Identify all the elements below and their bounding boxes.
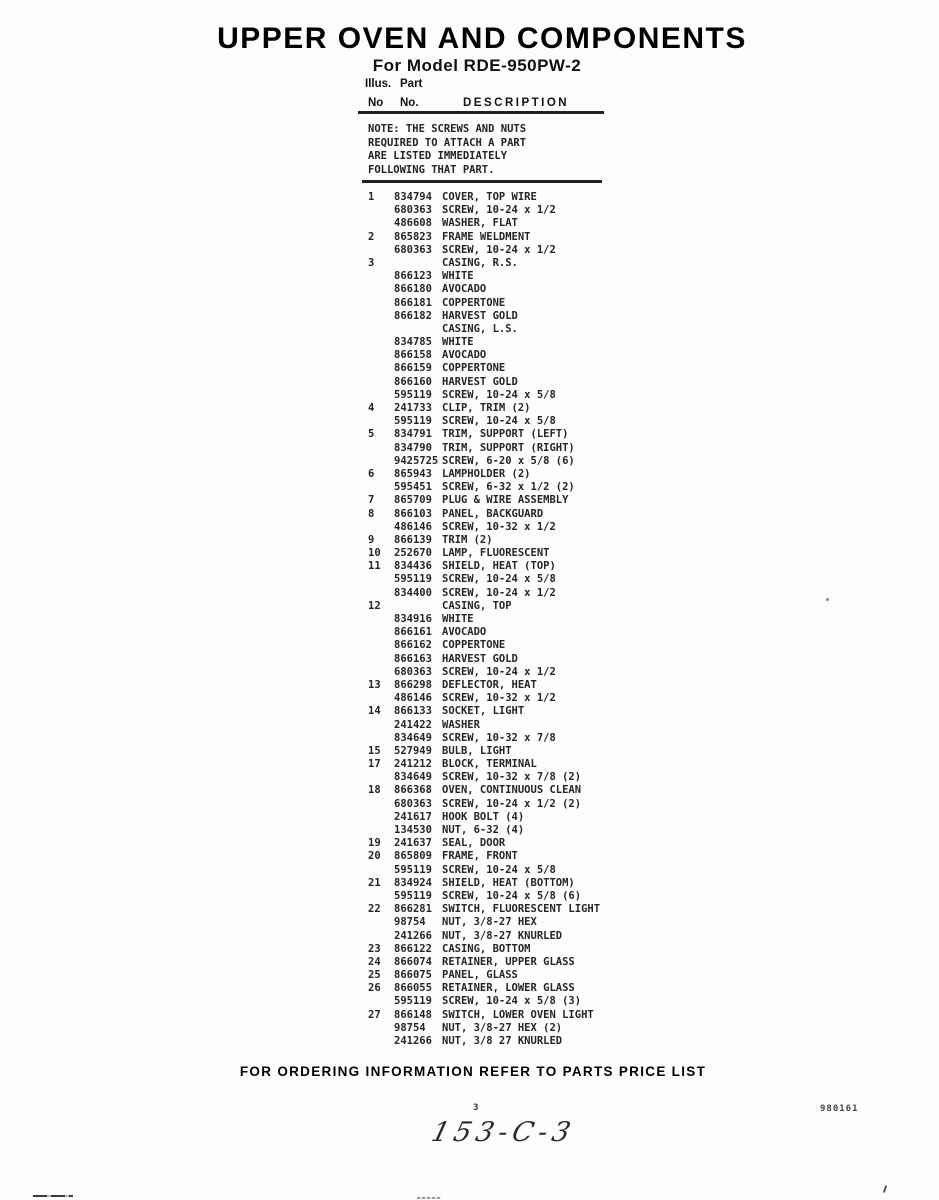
table-row [360,639,660,652]
part-no: 866368 [394,784,432,797]
table-row [360,771,660,784]
part-description: HARVEST GOLD [442,652,518,665]
illus-no: 21 [368,876,381,889]
part-no: 680363 [394,665,432,678]
part-description: WASHER, FLAT [442,217,518,230]
illus-no: 15 [368,744,381,757]
part-description: SCREW, 10-24 x 1/2 [442,586,556,599]
part-no: 834794 [394,191,432,203]
part-description: AVOCADO [442,349,487,362]
illus-no: 9 [368,533,375,546]
part-no: 98754 [394,916,426,929]
table-row [360,864,660,877]
part-no: 486608 [394,217,432,230]
part-description: SOCKET, LIGHT [442,705,525,718]
illus-no: 14 [368,705,381,718]
part-no: 866139 [394,533,432,546]
header-illus-label: Illus. [365,78,392,90]
part-no: 866158 [394,349,432,362]
table-row [360,323,660,336]
table-row [360,916,660,929]
illus-no: 11 [368,560,381,573]
part-description: PLUG & WIRE ASSEMBLY [442,494,569,507]
table-row [360,890,660,903]
table-row [360,784,660,797]
part-no: 866161 [394,626,432,639]
part-no: 252670 [394,547,432,560]
table-row [360,824,660,837]
part-description: WHITE [442,613,474,625]
note-block [368,123,608,177]
illus-no: 13 [368,678,381,691]
part-no: 595451 [394,481,432,494]
page-number: 3 [473,1103,479,1113]
table-row [360,943,660,956]
part-no: 595119 [394,863,432,876]
part-no: 241422 [394,718,432,731]
part-no: 866298 [394,678,432,691]
illus-no: 20 [368,850,381,863]
part-description: COPPERTONE [442,639,506,652]
part-description: SCREW, 10-24 x 5/8 [442,415,556,428]
part-no: 98754 [394,1021,426,1034]
part-description: HARVEST GOLD [442,375,518,388]
document-number: 980161 [820,1104,859,1114]
table-row [360,758,660,771]
illus-no: 1 [368,191,375,203]
note-line: FOLLOWING THAT PART. [368,163,495,176]
part-description: CASING, TOP [442,599,512,612]
table-row [360,428,660,441]
part-description: SCREW, 10-24 x 1/2 (2) [442,797,582,810]
part-description: CASING, BOTTOM [442,942,531,955]
part-no: 866074 [394,955,432,968]
table-row [360,1022,660,1035]
table-row [360,692,660,705]
table-row [360,745,660,758]
part-no: 865943 [394,467,432,480]
illus-no: 17 [368,758,381,771]
part-no: 834649 [394,731,432,744]
table-row [360,415,660,428]
part-no: 834400 [394,586,432,599]
illus-no: 8 [368,507,375,520]
illus-no: 19 [368,837,381,850]
scan-mark-bottom-left [33,1195,73,1197]
part-description: SCREW, 10-24 x 1/2 [442,665,556,678]
table-row [360,217,660,230]
table-row [360,679,660,692]
part-description: SCREW, 10-24 x 5/8 [442,573,556,586]
part-no: 680363 [394,243,432,256]
scan-mark-bottom-right [883,1185,887,1193]
part-description: BLOCK, TERMINAL [442,758,537,771]
part-description: PANEL, BACKGUARD [442,507,544,520]
part-description: SCREW, 10-32 x 1/2 [442,692,556,705]
part-no: 834436 [394,560,432,573]
handwritten-annotation: 153-C-3 [428,1117,579,1148]
part-no: 866075 [394,969,432,982]
table-row [360,204,660,217]
header-part-no: No. [400,97,419,109]
part-no: 486146 [394,520,432,533]
header-part-label: Part [400,78,423,90]
part-description: PANEL, GLASS [442,969,518,982]
table-row [360,297,660,310]
part-description: TRIM (2) [442,533,493,546]
part-description: WASHER [442,718,480,731]
header-underline [358,111,604,114]
table-row [360,547,660,560]
part-description: FRAME, FRONT [442,850,518,863]
part-no: 9425725 [394,454,439,467]
scan-speck [826,598,829,601]
table-row [360,349,660,362]
part-description: SCREW, 10-32 x 7/8 (2) [442,771,582,784]
part-description: SCREW, 10-32 x 7/8 [442,731,556,744]
part-no: 134530 [394,824,432,836]
part-description: NUT, 3/8 27 KNURLED [442,1035,563,1047]
illus-no: 24 [368,955,381,968]
table-row [360,811,660,824]
part-no: 834916 [394,613,432,625]
table-row [360,257,660,270]
part-description: SHIELD, HEAT (TOP) [442,560,556,573]
part-description: RETAINER, LOWER GLASS [442,982,575,995]
part-description: TRIM, SUPPORT (RIGHT) [442,441,575,454]
table-row [360,231,660,244]
part-description: COPPERTONE [442,296,506,309]
table-row [360,732,660,745]
part-description: HOOK BOLT (4) [442,810,525,823]
part-no: 834924 [394,876,432,889]
part-description: NUT, 3/8-27 HEX (2) [442,1021,563,1034]
table-row [360,600,660,613]
table-row [360,283,660,296]
part-no: 866160 [394,375,432,388]
table-row [360,653,660,666]
part-no: 680363 [394,204,432,217]
part-no: 866148 [394,1008,432,1021]
ordering-footnote: FOR ORDERING INFORMATION REFER TO PARTS PRICE LIST [239,1064,707,1079]
table-row [360,613,660,626]
table-row [360,336,660,349]
header-description: DESCRIPTION [463,97,570,109]
illus-no: 2 [368,230,375,243]
illus-no: 26 [368,982,381,995]
part-description: SCREW, 6-20 x 5/8 (6) [442,454,575,467]
part-description: BULB, LIGHT [442,744,512,757]
illus-no: 5 [368,428,375,441]
part-no: 866182 [394,309,432,322]
part-description: SEAL, DOOR [442,837,506,850]
part-no: 486146 [394,692,432,705]
part-no: 241266 [394,929,432,942]
illus-no: 7 [368,494,375,507]
header-illus-no: No [368,97,384,109]
table-row [360,521,660,534]
part-no: 866162 [394,639,432,652]
table-row [360,837,660,850]
part-description: COPPERTONE [442,362,506,375]
table-row [360,930,660,943]
table-row [360,798,660,811]
part-description: SCREW, 6-32 x 1/2 (2) [442,481,575,494]
page-title: UPPER OVEN AND COMPONENTS [217,22,747,55]
part-no: 866103 [394,507,432,520]
note-line: NOTE: THE SCREWS AND NUTS [368,123,527,135]
note-line: REQUIRED TO ATTACH A PART [368,136,527,149]
part-no: 595119 [394,573,432,586]
table-row [360,270,660,283]
part-no: 866133 [394,705,432,718]
part-no: 866180 [394,283,432,296]
table-row [360,705,660,718]
part-no: 595119 [394,889,432,902]
table-row [360,903,660,916]
table-row [360,719,660,732]
part-description: SCREW, 10-24 x 5/8 (6) [442,889,582,902]
part-description: CASING, L.S. [442,322,518,335]
part-description: WHITE [442,336,474,349]
part-description: FRAME WELDMENT [442,230,531,243]
part-description: DEFLECTOR, HEAT [442,678,537,691]
part-no: 241637 [394,837,432,850]
table-row [360,362,660,375]
illus-no: 22 [368,903,381,916]
parts-table-body [360,191,660,1048]
part-description: SHIELD, HEAT (BOTTOM) [442,876,575,889]
illus-no: 4 [368,402,375,414]
table-row [360,191,660,204]
table-row [360,587,660,600]
part-no: 595119 [394,415,432,428]
table-row [360,508,660,521]
part-description: AVOCADO [442,283,487,296]
part-description: AVOCADO [442,626,487,639]
model-subtitle: For Model RDE-950PW-2 [372,56,582,75]
table-row [360,969,660,982]
part-no: 595119 [394,995,432,1008]
part-no: 241212 [394,758,432,771]
part-no: 866281 [394,903,432,916]
part-no: 865809 [394,850,432,863]
table-row [360,666,660,679]
table-row [360,982,660,995]
table-row [360,442,660,455]
part-description: CASING, R.S. [442,256,518,269]
part-no: 865709 [394,494,432,507]
scan-mark-bottom-center [417,1197,441,1199]
part-no: 595119 [394,388,432,401]
part-no: 866163 [394,652,432,665]
illus-no: 27 [368,1008,381,1021]
illus-no: 10 [368,547,381,560]
table-row [360,494,660,507]
part-no: 834649 [394,771,432,784]
part-description: WHITE [442,270,474,283]
part-description: HARVEST GOLD [442,309,518,322]
table-row [360,310,660,323]
part-no: 866181 [394,296,432,309]
part-no: 834791 [394,428,432,441]
table-row [360,455,660,468]
part-description: CLIP, TRIM (2) [442,402,531,414]
part-description: OVEN, CONTINUOUS CLEAN [442,784,582,797]
illus-no: 12 [368,599,381,612]
note-line: ARE LISTED IMMEDIATELY [368,150,508,163]
table-row [360,956,660,969]
part-description: NUT, 3/8-27 HEX [442,916,537,929]
part-description: SWITCH, FLUORESCENT LIGHT [442,903,601,916]
illus-no: 18 [368,784,381,797]
part-no: 527949 [394,744,432,757]
part-description: SCREW, 10-24 x 5/8 [442,863,556,876]
part-description: COVER, TOP WIRE [442,191,537,203]
illus-no: 6 [368,467,375,480]
table-row [360,389,660,402]
part-no: 834785 [394,336,432,349]
part-no: 241266 [394,1035,432,1047]
part-description: RETAINER, UPPER GLASS [442,955,575,968]
part-no: 680363 [394,797,432,810]
note-underline [362,180,602,183]
part-no: 866159 [394,362,432,375]
part-description: SCREW, 10-24 x 1/2 [442,204,556,217]
part-description: LAMP, FLUORESCENT [442,547,550,560]
illus-no: 25 [368,969,381,982]
part-description: SCREW, 10-24 x 5/8 [442,388,556,401]
part-description: SCREW, 10-32 x 1/2 [442,520,556,533]
table-row [360,560,660,573]
table-row [360,534,660,547]
table-row [360,1035,660,1048]
illus-no: 23 [368,942,381,955]
table-row [360,850,660,863]
part-no: 241733 [394,402,432,414]
table-row [360,877,660,890]
table-row [360,376,660,389]
table-row [360,995,660,1008]
part-description: SCREW, 10-24 x 1/2 [442,243,556,256]
part-description: NUT, 3/8-27 KNURLED [442,929,563,942]
table-row [360,626,660,639]
part-description: NUT, 6-32 (4) [442,824,525,836]
table-row [360,468,660,481]
part-no: 866055 [394,982,432,995]
part-description: SWITCH, LOWER OVEN LIGHT [442,1008,594,1021]
table-row [360,573,660,586]
part-no: 241617 [394,810,432,823]
table-row [360,244,660,257]
table-row [360,481,660,494]
part-no: 866122 [394,942,432,955]
part-no: 834790 [394,441,432,454]
part-description: TRIM, SUPPORT (LEFT) [442,428,569,441]
table-row [360,1009,660,1022]
part-no: 866123 [394,270,432,283]
part-description: LAMPHOLDER (2) [442,467,531,480]
part-description: SCREW, 10-24 x 5/8 (3) [442,995,582,1008]
table-row [360,402,660,415]
illus-no: 3 [368,256,375,269]
part-no: 865823 [394,230,432,243]
